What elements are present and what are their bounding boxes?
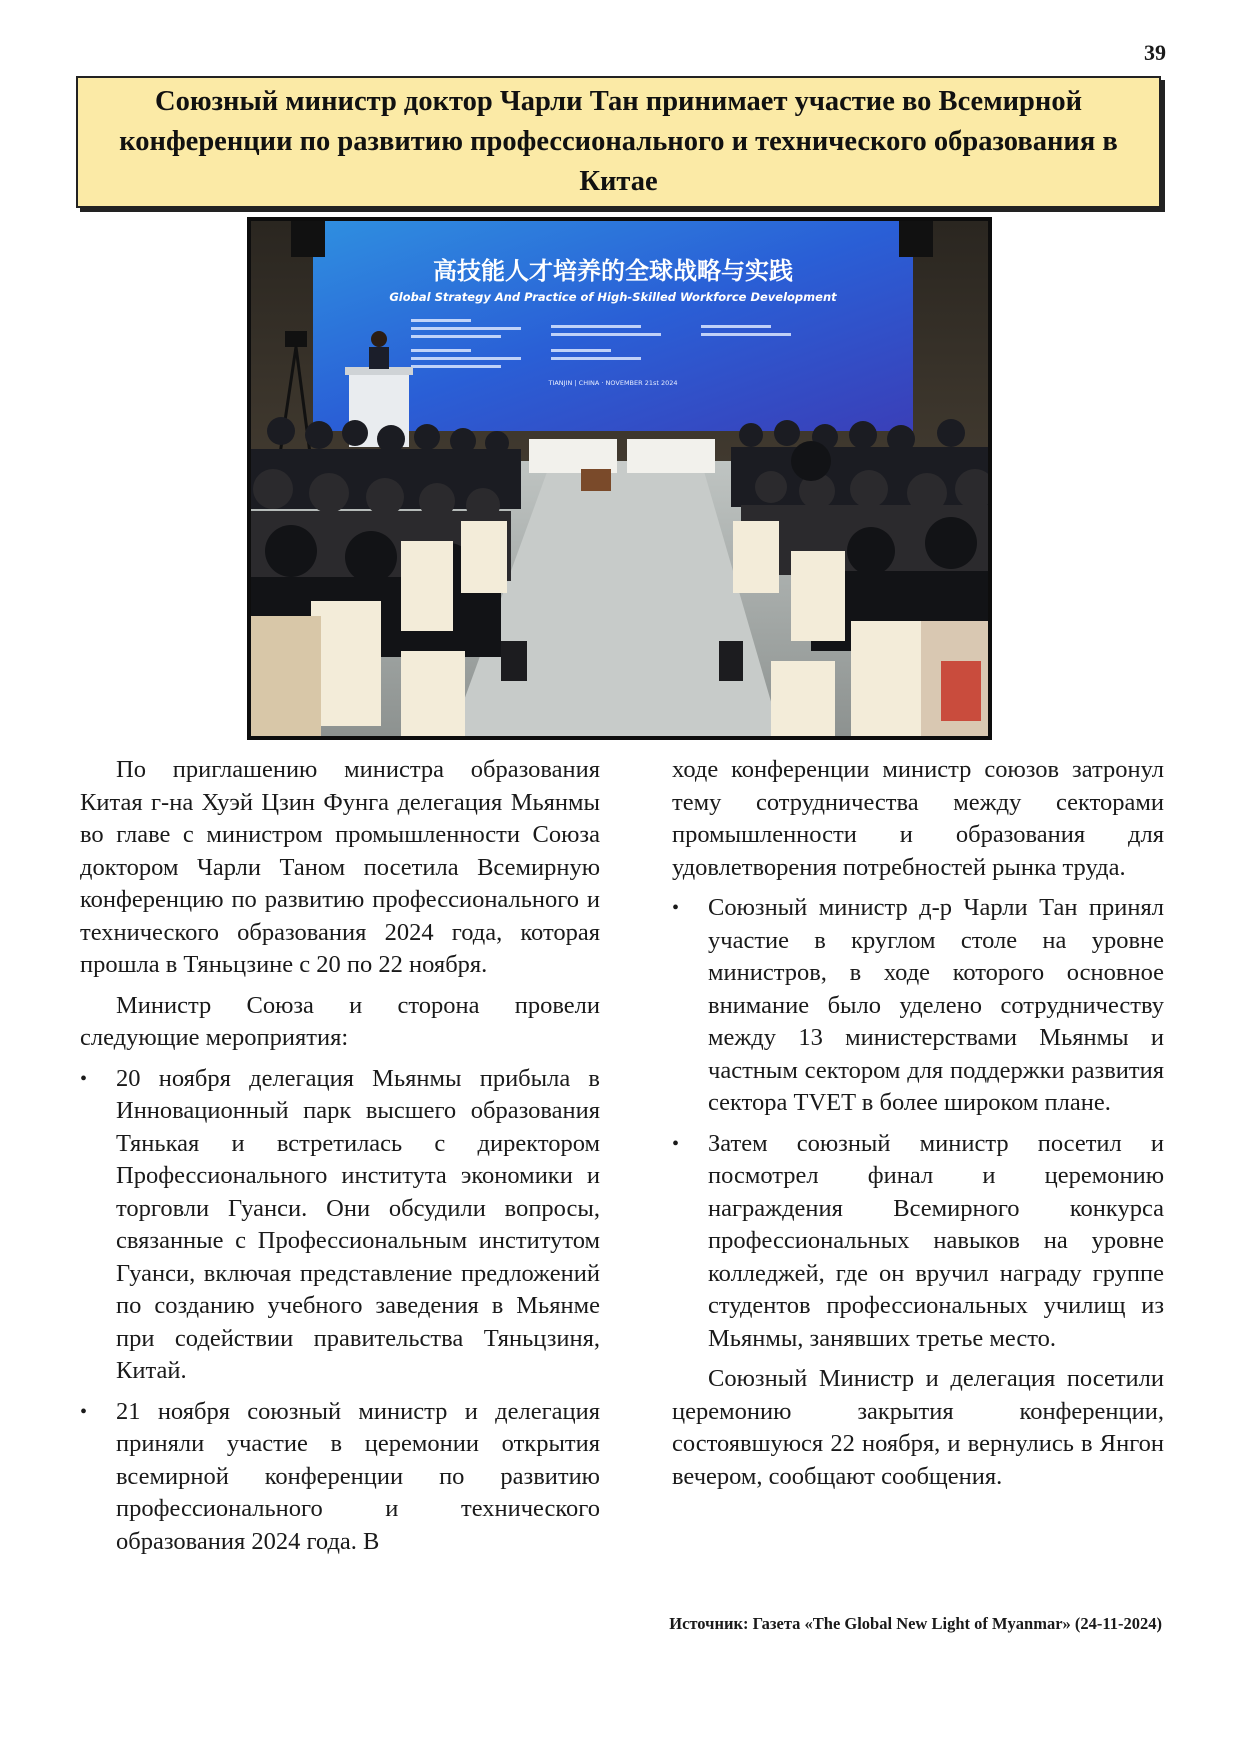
screen-date: TIANJIN | CHINA · NOVEMBER 21st 2024 (548, 379, 678, 387)
screen-heading-en: Global Strategy And Practice of High-Skilled Workforce Development (389, 290, 837, 304)
activities-intro: Министр Союза и сторона провели следующие мероприятия: (80, 991, 600, 1051)
continuation-text: ходе конференции министр союзов затронул тему сотрудничества между секторами промышленности и образования для удовлетворения потребностей рынка труда. (672, 756, 1164, 881)
intro-paragraph: По приглашению министра образования Китая г-на Хуэй Цзин Фунга делегация Мьянмы во главе с министром промышленности Союза доктором Чарли Таном посетила Всемирную конференцию по развитию профессионального и технического образования 2024 года, которая прошла в Тяньцзине с 20 по 22 ноября. (80, 756, 600, 978)
title-box (76, 76, 1161, 208)
page-number: 39 (1144, 40, 1166, 65)
article-title: Союзный министр доктор Чарли Тан принимает участие во Всемирной конференции по развитию профессионального и технического образования в Китае (119, 86, 1118, 197)
left-column (80, 754, 600, 1566)
bullet-icon: • (80, 1400, 88, 1423)
list-item (672, 1128, 1164, 1356)
list-item-text: 21 ноября союзный министр и делегация приняли участие в церемонии открытия всемирной конференции по развитию профессионального и технического образования 2024 года. В (116, 1397, 600, 1555)
bullet-icon: • (672, 1132, 680, 1155)
bullet-icon: • (80, 1067, 88, 1090)
list-item (80, 1396, 600, 1559)
list-item-text: Затем союзный министр посетил и посмотрел финал и церемонию награждения Всемирного конкурса профессиональных навыков на уровне колледжей, где он вручил награду группе студентов профессиональных училищ из Мьянмы, занявших третье место. (708, 1129, 1164, 1352)
bullet-icon: • (672, 897, 680, 919)
source-citation: Источник: Газета «The Global New Light of Myanmar» (24-11-2024) (669, 1614, 1162, 1633)
activities-list-right (672, 892, 1164, 1355)
closing-paragraph: Союзный Министр и делегация посетили церемонию закрытия конференции, состоявшуюся 22 ноября, и вернулись в Янгон вечером, сообщают сообщения. (672, 1365, 1164, 1490)
conference-photo-illustration (251, 221, 988, 736)
conference-photo (247, 217, 992, 740)
list-item-text: 20 ноября делегация Мьянмы прибыла в Инновационный парк высшего образования Тянькая и встретилась с директором Профессионального института экономики и торговли Гуанси. Они обсудили вопросы, связанные с Профессиональным институтом Гуанси, включая представление предложений по созданию учебного заведения в Мьянме при содействии правительства Тяньцзиня, Китай. (116, 1064, 600, 1384)
screen-heading-cn: 高技能人才培养的全球战略与实践 (433, 257, 793, 285)
right-column (672, 754, 1164, 1501)
list-item (80, 1063, 600, 1388)
list-item-text: Союзный министр д-р Чарли Тан принял участие в круглом столе на уровне министров, в ходе которого основное внимание было уделено сотрудничеству между 13 министерствами Мьянмы и частным сектором для поддержки развития сектора TVET в более широком плане. (708, 894, 1164, 1116)
activities-list-left (80, 1063, 600, 1559)
list-item (672, 892, 1164, 1120)
